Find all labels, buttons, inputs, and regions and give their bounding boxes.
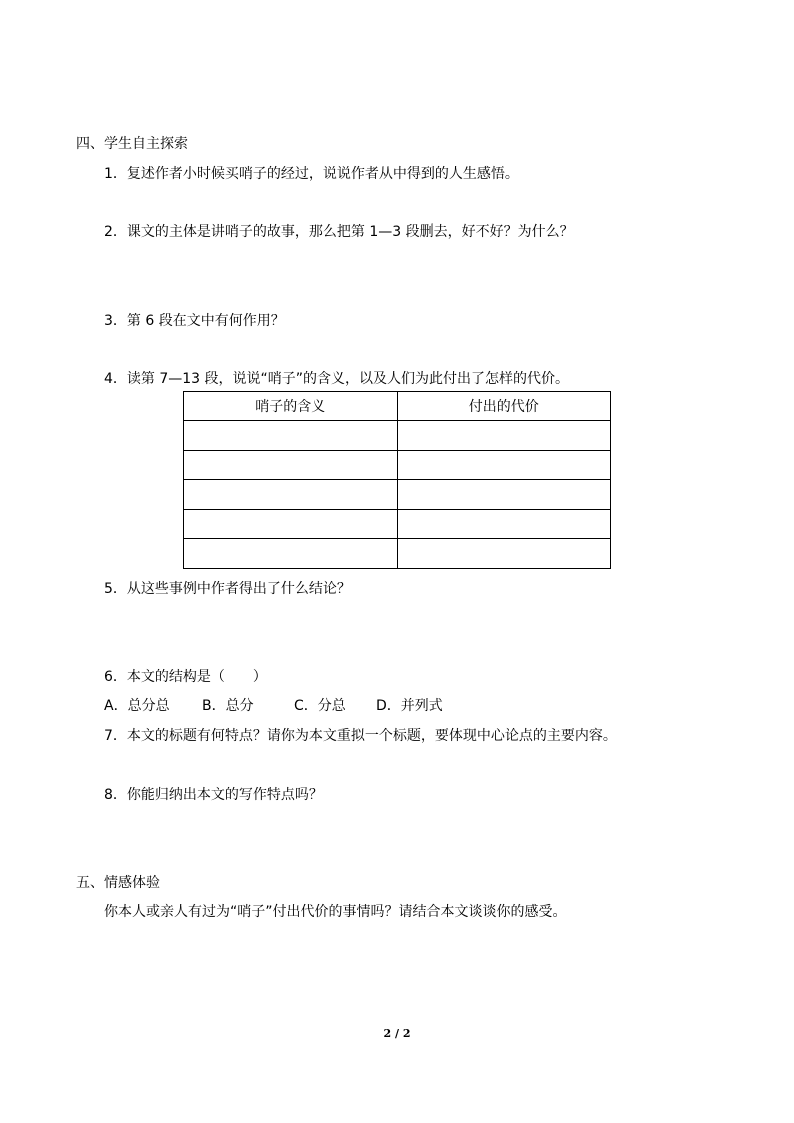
question-4: 4．读第 7—13 段，说说“哨子”的含义，以及人们为此付出了怎样的代价。 <box>104 371 570 387</box>
section-5-prompt: 你本人或亲人有过为“哨子”付出代价的事情吗？请结合本文谈谈你的感受。 <box>104 904 567 920</box>
table-header-row <box>184 392 611 421</box>
option-c[interactable]: C．分总 <box>294 698 346 714</box>
answer-table <box>183 391 611 569</box>
table-cell[interactable] <box>184 509 398 539</box>
section-5-heading: 五、情感体验 <box>76 875 160 891</box>
table-cell[interactable] <box>184 539 398 569</box>
option-b[interactable]: B．总分 <box>202 698 254 714</box>
option-a[interactable]: A．总分总 <box>104 698 170 714</box>
section-4-heading: 四、学生自主探索 <box>76 136 188 152</box>
page-number: 2 / 2 <box>383 1027 411 1040</box>
table-cell[interactable] <box>184 480 398 510</box>
question-6: 6．本文的结构是（ ） <box>104 669 267 685</box>
table-row <box>184 539 611 569</box>
table-row <box>184 450 611 480</box>
question-1: 1．复述作者小时候买哨子的经过，说说作者从中得到的人生感悟。 <box>104 166 519 182</box>
question-7: 7．本文的标题有何特点？请你为本文重拟一个标题，要体现中心论点的主要内容。 <box>104 728 617 744</box>
table-header-meaning: 哨子的含义 <box>184 392 398 421</box>
table-row <box>184 421 611 451</box>
table-row <box>184 509 611 539</box>
option-d[interactable]: D．并列式 <box>376 698 443 714</box>
question-6-options <box>104 697 443 715</box>
table-cell[interactable] <box>184 421 398 451</box>
table-row <box>184 480 611 510</box>
question-2: 2．课文的主体是讲哨子的故事，那么把第 1—3 段删去，好不好？为什么？ <box>104 224 574 240</box>
table-cell[interactable] <box>184 450 398 480</box>
table-cell[interactable] <box>397 539 611 569</box>
question-8: 8．你能归纳出本文的写作特点吗？ <box>104 787 323 803</box>
table-cell[interactable] <box>397 421 611 451</box>
question-5: 5．从这些事例中作者得出了什么结论？ <box>104 581 351 597</box>
table-cell[interactable] <box>397 480 611 510</box>
table-header-cost: 付出的代价 <box>397 392 611 421</box>
table-cell[interactable] <box>397 509 611 539</box>
question-3: 3．第 6 段在文中有何作用？ <box>104 313 285 329</box>
table-cell[interactable] <box>397 450 611 480</box>
